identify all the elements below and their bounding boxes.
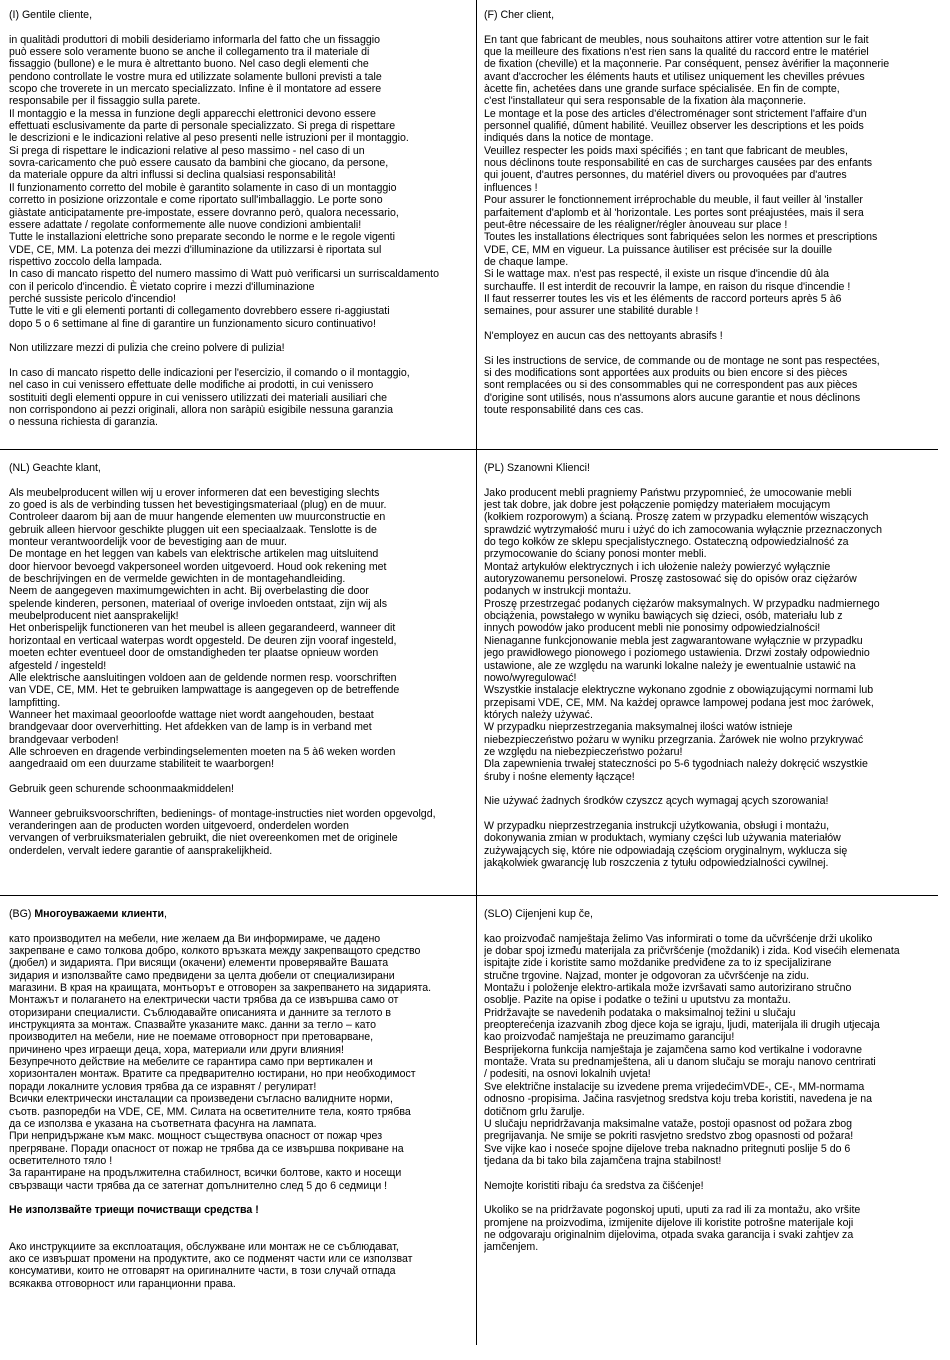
section-slo [484, 908, 946, 1348]
cleaning-note: Gebruik geen schurende schoonmaakmiddelen! [9, 782, 234, 795]
body-paragraph: kao proizvođač namještaja želimo Vas informirati o tome da učvršćenje drži ukoliko je dobar spoj između materijala za pričvršćenje (moždanik) i zida. Kod visećih elemenata ispitajte zide i koristite samo moždanike predviđene za to iz specijalizirane stručne trgovine. Najzad, monter je odgovoran za učvršćenje na zidu. Montažu i položenje elektro-artikala može izvršavati samo autorizirano stručno osoblje. Pazite na opise i podatke o težini u uputstvu za montažu. Pridržavajte se navedenih podataka o maksimalnoj težini u slučaju preopterećenja izazvanih zbog djece koja se igraju, ljudi, materijala ili drugih utjecaja kao proizvođač namještaja ne preuzimamo garanciju! Besprijekorna funkcija namještaja je zajamčena samo kod vertikalne i vodoravne montaže. Vrata su prednamještena, ali u danom slučaju se moraju nanovo centrirati / podesiti, na osnovi lokalnih uvjeta! Sve električne instalacije su izvedene prema vrijedećimVDE-, CE-, MM-normama odnosno -propisima. Jačina rasvjetnog sredstva koju treba koristiti, navedena je na dotičnom grlu žarulje. U slučaju nepridržavanja maksimalne vataže, postoji opasnost od požara zbog pregrijavanja. Ne smije se pokriti rasvjetno sredstvo zbog opasnosti od požara! Sve vijke kao i noseće spojne dijelove treba naknadno pritegnuti poslije 5 do 6 tjedana da bi tako bila zajamčena trajna stabilnost! [484, 932, 900, 1167]
heading-suffix: , [164, 908, 167, 920]
section-heading: (NL) Geachte klant, [9, 462, 101, 474]
column-divider [476, 0, 477, 1345]
warranty-paragraph: Si les instructions de service, de commande ou de montage ne sont pas respectées, si des modifications sont apportées aux produits ou bien encore si des pièces sont remplacées ou si des consommables qui ne correspondent pas aux pièces d'origine sont utilisés, nous n'assumons alors aucune garantie et nous déclinons toute responsabilité dans ces cas. [484, 354, 880, 416]
warranty-paragraph: W przypadku nieprzestrzegania instrukcji użytkowania, obsługi i montażu, dokonywania zmian w produktach, wymiany części lub używania materiałów zużywających się, które nie odpowiadają częściom oryginalnym, wyklucza się jakąkolwiek gwarancję lub roszczenia z tytułu odpowiedzialności cywilnej. [484, 819, 848, 869]
row-divider-1 [0, 449, 938, 450]
heading-prefix: (BG) [9, 908, 35, 920]
cleaning-note: Nie używać żadnych środków czyszcz ących wymagaj ących szorowania! [484, 795, 829, 808]
warranty-paragraph: Ukoliko se na pridržavate pogonskoj uputi, uputi za rad ili za montažu, ako vršite promjene na proizvodima, izmijenite dijelove ili koristite potrošne materijale koji ne odgovaraju originalnim dijelovima, otpada svaka garancija i svaki zahtjev za jamčenjem. [484, 1204, 861, 1254]
section-dutch [9, 462, 475, 892]
cleaning-note: Не използвайте триещи почистващи средства ! [9, 1204, 259, 1217]
warranty-paragraph: Wanneer gebruiksvoorschriften, bedienings- of montage-instructies niet worden opgevolgd, veranderingen aan de producten worden uitgevoerd, onderdelen worden vervangen of verbruiksmaterialen gebruikt, die niet overeenkomen met de originele onderdelen, vervalt iedere garantie of aansprakelijkheid. [9, 807, 436, 857]
body-paragraph: En tant que fabricant de meubles, nous souhaitons attirer votre attention sur le fait que la meilleure des fixations n'est rien sans la qualité du raccord entre le matériel de fixation (cheville) et la maçonnerie. Par conséquent, pensez àvérifier la maçonnerie avant d'accrocher les éléments hauts et utilisez uniquement les chevilles prévues àcette fin, achetées dans une grande surface spécialisée. En fin de compte, c'est l'installateur qui sera responsable de la fixation àla maçonnerie. Le montage et la pose des articles d'électroménager sont strictement l'affaire d'un personnel qualifié, dûment habilité. Veuillez observer les descriptions et les poids indiqués dans la notice de montage. Veuillez respecter les poids maxi spécifiés ; en tant que fabricant de meubles, nous déclinons toute responsabilité en cas de surcharges causées par des enfants qui jouent, d'autres personnes, du matériel divers ou provoquées par d'autres influences ! Pour assurer le fonctionnement irréprochable du meuble, il faut veiller àl 'installer parfaitement d'aplomb et àl 'horizontale. Les portes sont préajustées, mais il sera peut-être nécessaire de les réaligner/régler ànouveau sur place ! Toutes les installations électriques sont fabriquées selon les normes et prescriptions VDE, CE, MM en vigueur. La puissance àutiliser est précisée sur la douille de chaque lampe. Si le wattage max. n'est pas respecté, il existe un risque d'incendie dû àla surchauffe. Il est interdit de recouvrir la lampe, en raison du risque d'incendie ! Il faut resserrer toutes les vis et les éléments de raccord porteurs après 5 à6 semaines, pour assurer une stabilité durable ! [484, 33, 890, 318]
warranty-paragraph: Ако инструкциите за експлоатация, обслужване или монтаж не се съблюдават, ако се извършат промени на продуктите, ако се подменят части или се използват консумативи, които не отговарят на оригиналните части, в този случай отпада всякаква отговорност или гаранционни права. [9, 1240, 413, 1290]
warranty-paragraph: In caso di mancato rispetto delle indicazioni per l'esercizio, il comando o il montaggio, nel caso in cui venissero effettuate delle modifiche ai prodotti, in cui venissero sostituiti degli elementi oppure in cui venissero utilizzati dei materiali ausiliari che non corrispondono ai pezzi originali, allora non saràpiù esigibile nessuna garanzia o nessuna richiesta di garanzia. [9, 366, 410, 429]
section-french [484, 9, 946, 445]
body-paragraph: Jako producent mebli pragniemy Państwu przypomnieć, że umocowanie mebli jest tak dobre, jak dobre jest połączenie pomiędzy materiałem mocującym (kołkiem rozporowym) a ścianą. Proszę zatem w przypadku elementów wiszących sprawdzić wytrzymałość muru i użyć do ich zamocowania wyłącznie przeznaczonych do tego kołków ze sklepu specjalistycznego. Ostateczną odpowiedzialność za przymocowanie do ściany ponosi monter mebli. Montaż artykułów elektrycznych i ich ułożenie należy powierzyć wyłącznie autoryzowanemu personelowi. Proszę zastosować się do opisów oraz ciężarów podanych w instrukcji montażu. Proszę przestrzegać podanych ciężarów maksymalnych. W przypadku nadmiernego obciążenia, powstałego w wyniku bawiących się dzieci, osób, materiału lub z innych powodów jako producent mebli nie ponosimy odpowiedzialności! Nienaganne funkcjonowanie mebla jest zagwarantowane wyłącznie w przypadku jego prawidłowego pionowego i poziomego ustawienia. Drzwi zostały odpowiednio ustawione, ale ze względu na warunki lokalne należy je ewentualnie ustawić na nowo/wyregulować! Wszystkie instalacje elektryczne wykonano zgodnie z obowiązującymi normami lub przepisami VDE, CE, MM. Na każdej oprawce lampowej podana jest moc żarówek, których należy używać. W przypadku nieprzestrzegania maksymalnej ilości watów istnieje niebezpieczeństwo pożaru w wyniku przegrzania. Żarówek nie wolno przykrywać ze względu na niebezpieczeństwo pożaru! Dla zapewnienia trwałej stateczności po 5-6 tygodniach należy dokręcić wszystkie śruby i nośne elementy łączące! [484, 486, 883, 783]
heading-bold: Многоуважаеми клиенти [34, 908, 165, 920]
body-paragraph: Als meubelproducent willen wij u erover informeren dat een bevestiging slechts zo goed is als de verbinding tussen het bevestigingsmateriaal (plug) en de muur. Controleer daarom bij aan de muur hangende elementen uw muurconstructie en gebruik alleen hiervoor geschikte pluggen uit een speciaalzaak. Tenslotte is de monteur verantwoordelijk voor de bevestiging aan de muur. De montage en het leggen van kabels van elektrische artikelen mag uitsluitend door hiervoor bevoegd vakpersoneel worden uitgevoerd. Houd ook rekening met de beschrijvingen en de vermelde gewichten in de montagehandleiding. Neem de aangegeven maximumgewichten in acht. Bij overbelasting die door spelende kinderen, personen, materiaal of overige invloeden ontstaat, zijn wij als meubelproducent niet aansprakelijk! Het onberispelijk functioneren van het meubel is alleen gegarandeerd, wanneer dit horizontaal en verticaal waterpas wordt opgesteld. De deuren zijn vooraf ingesteld, moeten echter eventueel door de omstandigheden ter plaatse opnieuw worden afgesteld / ingesteld! Alle elektrische aansluitingen voldoen aan de geldende normen resp. voorschriften van VDE, CE, MM. Het te gebruiken lampwattage is aangegeven op de betreffende lampfitting. Wanneer het maximaal geoorloofde wattage niet wordt aangehouden, bestaat brandgevaar door oververhitting. Het afdekken van de lamp is in verband met brandgevaar verboden! Alle schroeven en dragende verbindingselementen moeten na 5 à6 weken worden aangedraaid om een duurzame stabiliteit te waarborgen! [9, 486, 400, 771]
section-heading: (I) Gentile cliente, [9, 9, 93, 21]
body-paragraph: като производител на мебели, ние желаем да Ви информираме, че дадено закрепване е само толкова добро, колкото връзката между закрепващото средство (дюбел) и зидарията. При висящи (окачени) елементи проверявайте Вашата зидария и използвайте само предвидени за целта дюбели от специализирани магазини. В края на краищата, монтьорът е отговорен за закрепването на зидарията. Монтажът и полагането на електрически части трябва да се извършва само от оторизирани специалисти. Съблюдавайте описанията и данните за теглото в инструкцията за монтаж. Спазвайте указаните макс. данни за тегло – като производител на мебели, ние не поемаме отговорност при претоварване, причинено чрез играещи деца, хора, материали или други влияния! Безупречното действие на мебелите се гарантира само при вертикален и хоризонтален монтаж. Вратите са предварително юстирани, но при необходимост поради локалните условия трябва да се изравнят / регулират! Всички електрически инсталации са произведени съгласно валидните норми, съотв. разпоредби на VDE, CE, MM. Силата на осветителните тела, която трябва да се използва е указана на съответната фасунга на лампата. При непридържане към макс. мощност съществува опасност от пожар чрез прегряване. Поради опасност от пожар не трябва да се извършва покриване на осветителното тяло ! За гарантиране на продължителна стабилност, всички болтове, както и носещи свързващи части трябва да се затегнат допълнително след 5 до 6 седмици ! [9, 932, 432, 1192]
section-heading [9, 908, 475, 920]
section-polish [484, 462, 946, 892]
section-heading: (PL) Szanowni Klienci! [484, 462, 590, 474]
cleaning-note: Non utilizzare mezzi di pulizia che creino polvere di pulizia! [9, 342, 285, 355]
section-bulgarian [9, 908, 475, 1348]
cleaning-note: Nemojte koristiti ribaju ća sredstva za čišćenje! [484, 1179, 704, 1192]
cleaning-note: N'employez en aucun cas des nettoyants abrasifs ! [484, 329, 723, 342]
section-heading: (SLO) Cijenjeni kup če, [484, 908, 593, 920]
section-heading: (F) Cher client, [484, 9, 555, 21]
body-paragraph: in qualitàdi produttori di mobili desideriamo informarla del fatto che un fissaggio può essere solo veramente buono se anche il collegamento tra il materiale di fissaggio (bullone) e le mura è altrettanto buono. Nel caso degli elementi che pendono controllate le vostre mura ed utilizzate solamente bulloni previsti a tale scopo che troverete in un mercato specializzato. Infine è il montatore ad essere responsabile per il fissaggio sulla parete. Il montaggio e la messa in funzione degli apparecchi elettronici devono essere effettuati esclusivamente da parte di personale specializzato. Si prega di rispettare le descrizioni e le indicazioni relative al peso presenti nelle istruzioni per il montaggio. Si prega di rispettare le indicazioni relative al peso massimo - nel caso di un sovra-caricamento che può essere causato da bambini che giocano, da persone, da materiale oppure da altri influssi si declina qualsiasi responsabilità! Il funzionamento corretto del mobile è garantito solamente in caso di un montaggio corretto in posizione orizzontale e come riportato sull'imballaggio. Le porte sono giàstate anticipatamente pre-impostate, essere dovranno però, qualora necessario, essere adattate / regolate conformemente alle nuove condizioni ambientali! Tutte le installazioni elettriche sono preparate secondo le norme e le regole vigenti VDE, CE, MM. La potenza dei mezzi d'illuminazione da utilizzarsi è riportata sul rispettivo zoccolo della lampada. In caso di mancato rispetto del numero massimo di Watt può verificarsi un surriscaldamento con il pericolo d'incendio. È vietato coprire i mezzi d'illuminazione perché sussiste pericolo d'incendio! Tutte le viti e gli elementi portanti di collegamento dovrebbero essere ri-aggiustati dopo 5 o 6 settimane al fine di garantire un funzionamento sicuro continuativo! [9, 33, 440, 330]
section-italian [9, 9, 475, 445]
row-divider-2 [0, 895, 938, 896]
